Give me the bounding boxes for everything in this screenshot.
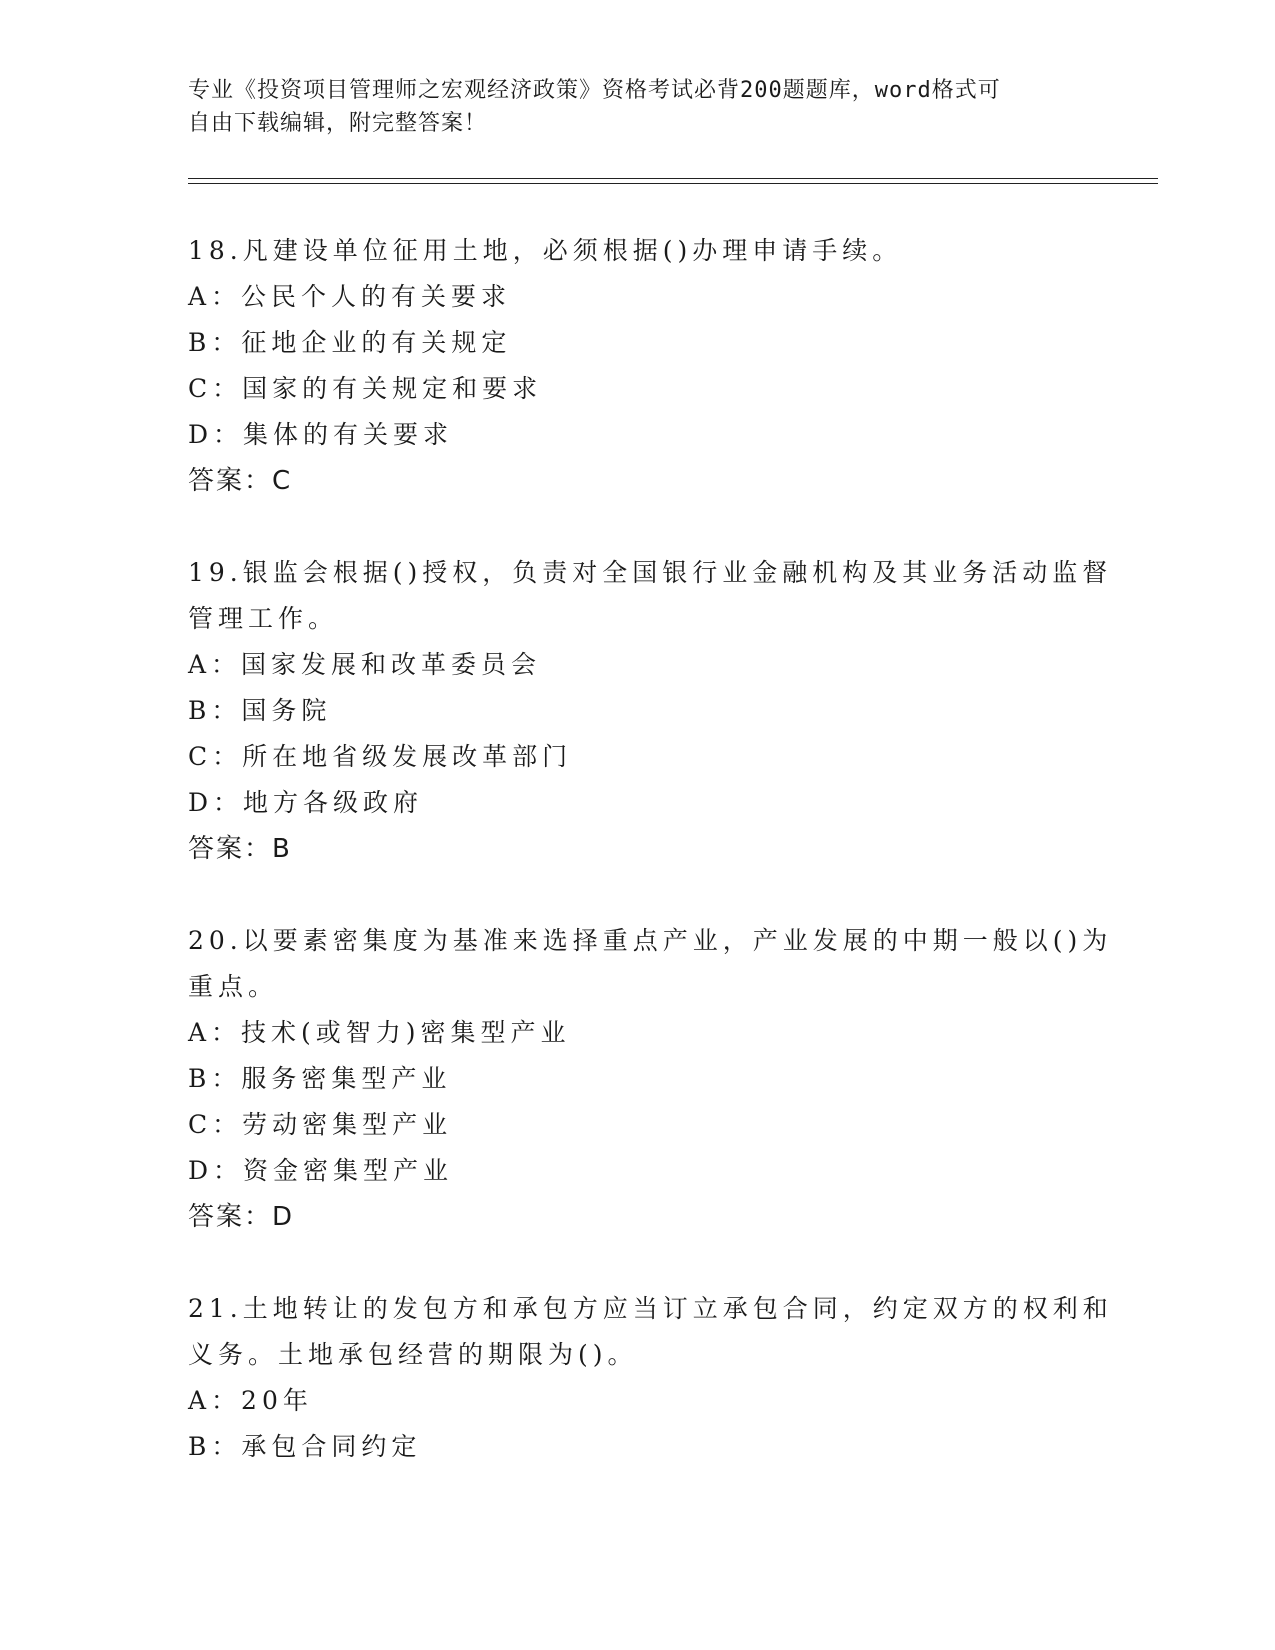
stem-line: 义务。土地承包经营的期限为()。 — [188, 1340, 638, 1369]
option-d: D：地方各级政府 — [188, 788, 424, 817]
question-stem — [188, 1286, 1113, 1378]
question-19 — [188, 550, 1113, 872]
option-a: A：公民个人的有关要求 — [188, 282, 512, 311]
stem-line: 20.以要素密集度为基准来选择重点产业，产业发展的中期一般以()为 — [188, 926, 1113, 955]
option-b: B：国务院 — [188, 696, 332, 725]
answer-line: 答案：B — [188, 834, 292, 864]
option-b: B：征地企业的有关规定 — [188, 328, 512, 357]
option-c: C：劳动密集型产业 — [188, 1110, 453, 1139]
header-divider — [188, 183, 1158, 184]
stem-line: 19.银监会根据()授权，负责对全国银行业金融机构及其业务活动监督 — [188, 558, 1113, 587]
question-list — [188, 228, 1113, 1516]
question-20 — [188, 918, 1113, 1240]
answer-line: 答案：C — [188, 466, 293, 496]
question-stem — [188, 550, 1113, 642]
document-header — [188, 74, 1068, 140]
option-c: C：国家的有关规定和要求 — [188, 374, 543, 403]
stem-line: 21.土地转让的发包方和承包方应当订立承包合同，约定双方的权利和 — [188, 1294, 1113, 1323]
option-a: A：技术(或智力)密集型产业 — [188, 1018, 571, 1047]
question-21 — [188, 1286, 1113, 1470]
option-b: B：承包合同约定 — [188, 1432, 422, 1461]
question-18 — [188, 228, 1088, 504]
header-divider — [188, 178, 1158, 179]
question-stem — [188, 228, 1088, 274]
option-b: B：服务密集型产业 — [188, 1064, 452, 1093]
answer-line: 答案：D — [188, 1202, 295, 1232]
header-line: 专业《投资项目管理师之宏观经济政策》资格考试必背200题题库，word格式可 — [188, 78, 1001, 103]
option-a: A：20年 — [188, 1386, 313, 1415]
option-a: A：国家发展和改革委员会 — [188, 650, 542, 679]
stem-line: 重点。 — [188, 972, 279, 1001]
option-c: C：所在地省级发展改革部门 — [188, 742, 573, 771]
stem-line: 管理工作。 — [188, 604, 339, 633]
option-d: D：集体的有关要求 — [188, 420, 454, 449]
header-line: 自由下载编辑，附完整答案！ — [188, 111, 488, 136]
question-stem — [188, 918, 1113, 1010]
stem-line: 18.凡建设单位征用土地，必须根据()办理申请手续。 — [188, 236, 903, 265]
option-d: D：资金密集型产业 — [188, 1156, 454, 1185]
